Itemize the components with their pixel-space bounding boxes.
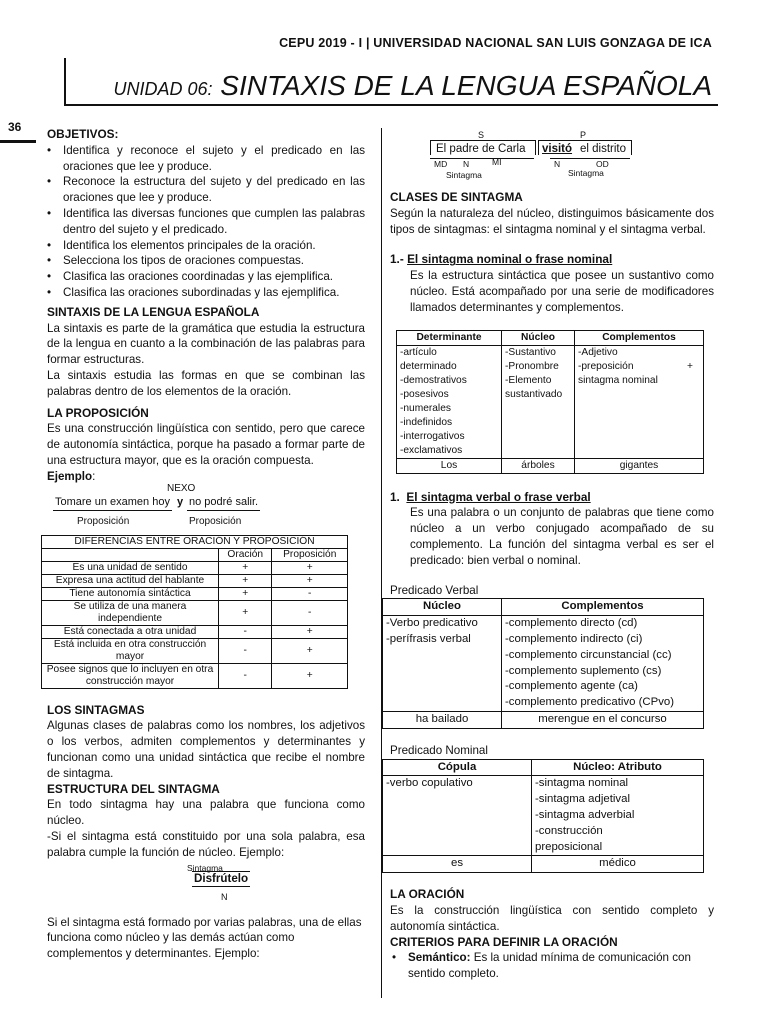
det-example: gigantes xyxy=(575,458,704,473)
pn-col2-cell xyxy=(532,776,704,856)
sn-title: El sintagma nominal o frase nominal xyxy=(407,252,613,267)
det-col2-cell xyxy=(502,345,575,458)
diagram-object: el distrito xyxy=(580,143,627,155)
dif-cell: - xyxy=(219,663,272,688)
example-proposition-1: Tomare un examen hoy xyxy=(53,495,172,512)
clases-heading: CLASES DE SINTAGMA xyxy=(390,190,523,204)
pv-item: -perífrasis verbal xyxy=(386,632,471,645)
proposicion-heading: LA PROPOSICIÓN xyxy=(47,405,149,420)
estructura-paragraph-2: -Si el sintagma está constituido por una sola palabra, esa palabra cumple la función de núcleo. Ejemplo: xyxy=(47,829,365,859)
det-col1-cell xyxy=(397,345,502,458)
ejemplo-line xyxy=(47,469,365,485)
sv-number: 1. xyxy=(390,489,400,504)
page-number-rule xyxy=(0,140,36,143)
pn-item: -sintagma nominal xyxy=(535,777,629,790)
det-item: -exclamativos xyxy=(400,444,463,456)
pv-item: -Verbo predicativo xyxy=(386,617,478,630)
pn-item: -verbo copulativo xyxy=(386,777,473,790)
dif-cell: Está incluida en otra construcción mayor xyxy=(42,638,219,663)
header-vertical-rule xyxy=(64,58,66,106)
pv-label: Predicado Verbal xyxy=(390,583,479,597)
unit-label: UNIDAD 06: xyxy=(113,79,213,99)
dif-header: Proposición xyxy=(272,548,348,561)
sintagma-small-label: Sintagma xyxy=(187,862,223,873)
dif-cell: - xyxy=(272,600,348,625)
sintagmas-paragraph: Algunas clases de palabras como los nombres, los adjetivos o los verbos, admiten complementos y determinantes y funcionan como una unidad sintáctica que recibe el nombre de sintagma. xyxy=(47,719,365,780)
dif-cell: + xyxy=(272,625,348,638)
det-item: determinado xyxy=(400,360,457,372)
proposition-label-1: Proposición xyxy=(77,515,130,527)
sn-heading xyxy=(390,252,714,268)
pv-item: -complemento suplemento (cs) xyxy=(505,664,662,677)
det-col3-cell xyxy=(575,345,704,458)
pv-item: -complemento agente (ca) xyxy=(505,680,638,693)
sv-heading xyxy=(390,490,714,506)
predicado-nominal-table xyxy=(382,759,704,874)
dif-cell: Está conectada a otra unidad xyxy=(42,625,219,638)
proposicion-paragraph: Es una construcción lingüística con sentido, pero que carece de autonomía sintáctica, porque ha pasado a formar parte de una estructura mayor, que es la oración compuesta. xyxy=(47,422,365,467)
dif-header xyxy=(42,548,219,561)
pv-example: ha bailado xyxy=(383,711,502,728)
det-example: Los xyxy=(397,458,502,473)
sintagma-word: Disfrútelo xyxy=(194,871,249,885)
pn-label: Predicado Nominal xyxy=(390,743,488,757)
diagram-sintagma-2: Sintagma xyxy=(568,168,604,178)
example-nexo: y xyxy=(177,495,184,508)
dif-cell: Es una unidad de sentido xyxy=(42,561,219,574)
diagram-od: OD xyxy=(596,159,609,169)
dif-cell: + xyxy=(219,561,272,574)
det-plus: + xyxy=(687,360,693,372)
dif-cell: Posee signos que lo incluyen en otra construcción mayor xyxy=(42,663,219,688)
dif-header: Oración xyxy=(219,548,272,561)
semantico-label: Semántico: xyxy=(408,951,471,965)
criterio-semantico xyxy=(390,950,714,982)
det-example: árboles xyxy=(502,458,575,473)
ejemplo-label: Ejemplo xyxy=(47,469,93,483)
diagram-predicate-underline xyxy=(550,158,630,159)
pv-header: Complementos xyxy=(502,599,704,616)
det-item: -Adjetivo xyxy=(578,346,618,358)
det-item: sustantivado xyxy=(505,388,563,400)
pn-item: preposicional xyxy=(535,840,603,853)
pn-item: -sintagma adjetival xyxy=(535,793,630,806)
pv-example: merengue en el concurso xyxy=(502,711,704,728)
det-item: -Sustantivo xyxy=(505,346,556,358)
oracion-paragraph: Es la construcción lingüística con sentido completo y autonomía sintáctica. xyxy=(390,903,714,933)
pv-item: -complemento predicativo (CPvo) xyxy=(505,696,675,709)
det-item: -preposición xyxy=(578,360,634,372)
pv-col2-cell xyxy=(502,616,704,712)
objetivos-heading: OBJETIVOS: xyxy=(47,127,119,141)
dif-cell: + xyxy=(219,587,272,600)
ejemplo-colon: : xyxy=(92,469,96,483)
det-item: -artículo xyxy=(400,346,437,358)
det-item: -indefinidos xyxy=(400,416,453,428)
sintagma-n-label: N xyxy=(221,891,228,902)
semantico-text: Es la unidad mínima de comunicación con sentido completo. xyxy=(408,951,691,981)
diagram-verb: visitó xyxy=(542,143,573,155)
estructura-heading: ESTRUCTURA DEL SINTAGMA xyxy=(47,781,220,796)
oracion-heading: LA ORACIÓN xyxy=(390,887,465,902)
pv-header: Núcleo xyxy=(383,599,502,616)
objetivo-item: • Identifica los elementos principales de la oración. xyxy=(45,238,365,254)
left-column xyxy=(47,127,365,962)
pn-item: -sintagma adverbial xyxy=(535,808,635,821)
page-number: 36 xyxy=(8,120,22,134)
right-column xyxy=(386,128,714,982)
determinante-table xyxy=(396,330,704,474)
dif-cell: - xyxy=(219,638,272,663)
diagram-p-label: P xyxy=(580,130,587,140)
nexo-label: NEXO xyxy=(167,482,196,494)
diagram-sintagma-1: Sintagma xyxy=(446,170,482,180)
pv-item: -complemento indirecto (ci) xyxy=(505,632,643,645)
det-item: -Elemento xyxy=(505,374,552,386)
pn-item: -construcción xyxy=(535,824,603,837)
sv-title: El sintagma verbal o frase verbal xyxy=(406,489,591,504)
dif-cell: + xyxy=(219,600,272,625)
objetivo-item: • Clasifica las oraciones subordinadas y las ejemplifica. xyxy=(45,285,365,301)
diagram-subject: El padre de Carla xyxy=(436,143,526,155)
page-title xyxy=(113,70,712,102)
title-text: SINTAXIS DE LA LENGUA ESPAÑOLA xyxy=(220,70,712,101)
sintaxis-paragraph-2: La sintaxis estudia las formas en que se combinan las palabras dentro de los elementos de la oración. xyxy=(47,368,365,398)
sv-paragraph: Es una palabra o un conjunto de palabras que tiene como núcleo a un verbo conjugado acompañado de su complemento. La función del sintagma verbal es ser el predicado: bien verbal o nominal. xyxy=(410,506,714,567)
sn-number: 1.- xyxy=(390,252,404,267)
clases-paragraph: Según la naturaleza del núcleo, distinguimos básicamente dos tipos de sintagmas: el sintagma nominal y el sintagma verbal. xyxy=(390,206,714,236)
dif-cell: Expresa una actitud del hablante xyxy=(42,574,219,587)
dif-cell: Tiene autonomía sintáctica xyxy=(42,587,219,600)
objetivo-item: • Identifica y reconoce el sujeto y el predicado en las oraciones que lee y produce. xyxy=(45,143,365,175)
header-horizontal-rule xyxy=(64,104,718,106)
sn-paragraph: Es la estructura sintáctica que posee un sustantivo como núcleo. Está acompañado por una serie de modificadores llamados determinantes y complementos. xyxy=(410,269,714,314)
proposicion-example xyxy=(47,482,365,529)
running-header: CEPU 2019 - I | UNIVERSIDAD NACIONAL SAN LUIS GONZAGA DE ICA xyxy=(279,36,712,50)
dif-title: DIFERENCIAS ENTRE ORACIÓN Y PROPOSICIÓN xyxy=(42,535,348,548)
pv-item: -complemento directo (cd) xyxy=(505,617,638,630)
diagram-n1: N xyxy=(463,159,470,169)
det-item: -posesivos xyxy=(400,388,449,400)
objetivo-item: • Clasifica las oraciones coordinadas y las ejemplifica. xyxy=(45,269,365,285)
det-header: Complementos xyxy=(575,330,704,345)
dif-cell: Se utiliza de una manera independiente xyxy=(42,600,219,625)
sintaxis-paragraph-1: La sintaxis es parte de la gramática que estudia la estructura de la lengua en cuanto a la combinación de las palabras para formar estructuras. xyxy=(47,321,365,367)
sintaxis-heading: SINTAXIS DE LA LENGUA ESPAÑOLA xyxy=(47,304,260,319)
objetivo-item: • Identifica las diversas funciones que cumplen las palabras dentro del sujeto y el predicado. xyxy=(45,206,365,238)
det-header: Núcleo xyxy=(502,330,575,345)
dif-cell: + xyxy=(272,561,348,574)
diagram-mi: MI xyxy=(492,157,502,167)
criterios-heading: CRITERIOS PARA DEFINIR LA ORACIÓN xyxy=(390,934,618,949)
det-item: -Pronombre xyxy=(505,360,559,372)
diferencias-table xyxy=(41,535,348,689)
det-item: -numerales xyxy=(400,402,451,414)
diagram-md: MD xyxy=(434,159,448,169)
pv-col1-cell xyxy=(383,616,502,712)
dif-cell: + xyxy=(219,574,272,587)
predicado-verbal-table xyxy=(382,598,704,728)
pn-header: Cópula xyxy=(383,759,532,776)
sentence-diagram xyxy=(390,128,714,178)
det-item: -demostrativos xyxy=(400,374,467,386)
det-item: sintagma nominal xyxy=(578,374,658,386)
estructura-paragraph-1: En todo sintagma hay una palabra que funciona como núcleo. xyxy=(47,798,365,828)
pn-col1-cell xyxy=(383,776,532,856)
diagram-s-label: S xyxy=(478,130,485,140)
pn-header: Núcleo: Atributo xyxy=(532,759,704,776)
diagram-n2: N xyxy=(554,159,561,169)
dif-cell: - xyxy=(272,587,348,600)
sintagma-example xyxy=(47,861,365,907)
objetivo-item: • Selecciona los tipos de oraciones compuestas. xyxy=(45,253,365,269)
objetivo-item: • Reconoce la estructura del sujeto y del predicado en las oraciones que lee y produce. xyxy=(45,174,365,206)
proposition-label-2: Proposición xyxy=(189,515,242,527)
dif-cell: + xyxy=(272,574,348,587)
dif-cell: + xyxy=(272,638,348,663)
varias-paragraph: Si el sintagma está formado por varias palabras, una de ellas funciona como núcleo y las demás actúan como complementos y determinantes. Ejemplo: xyxy=(47,915,362,961)
criterios-list xyxy=(390,950,714,982)
objetivos-list xyxy=(45,143,365,301)
dif-cell: + xyxy=(272,663,348,688)
det-item: -interrogativos xyxy=(400,430,465,442)
pn-example: médico xyxy=(532,856,704,873)
pv-item: -complemento circunstancial (cc) xyxy=(505,648,672,661)
sintagmas-heading: LOS SINTAGMAS xyxy=(47,702,145,717)
example-proposition-2: no podré salir. xyxy=(187,495,260,512)
pn-example: es xyxy=(383,856,532,873)
dif-cell: - xyxy=(219,625,272,638)
det-header: Determinante xyxy=(397,330,502,345)
